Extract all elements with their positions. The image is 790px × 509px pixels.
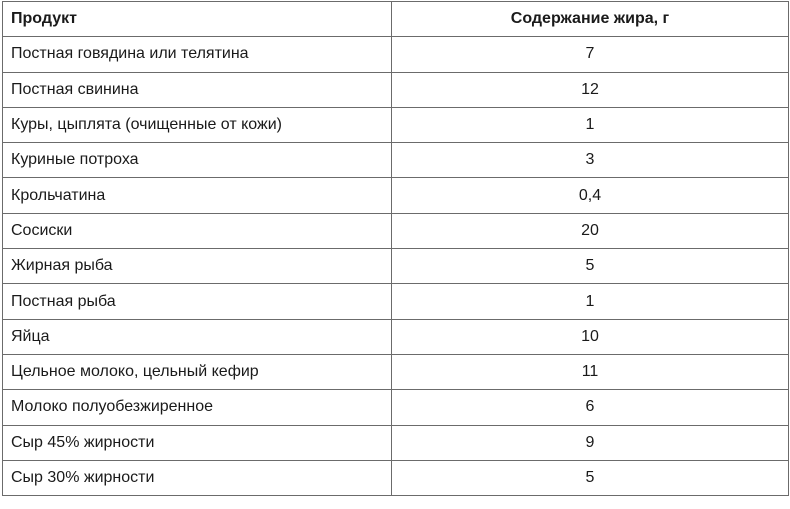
table-row [3,213,789,248]
table-row [3,143,789,178]
product-name: Куры, цыплята (очищенные от кожи) [3,107,392,142]
fat-value: 9 [392,425,789,460]
fat-value: 3 [392,143,789,178]
table-row [3,107,789,142]
table-row [3,319,789,354]
table-row [3,390,789,425]
table-row [3,284,789,319]
product-name: Сыр 30% жирности [3,460,392,495]
fat-value: 6 [392,390,789,425]
fat-content-table [2,1,789,496]
fat-value: 0,4 [392,178,789,213]
table-row [3,460,789,495]
table-row [3,72,789,107]
table-row [3,37,789,72]
fat-value: 11 [392,354,789,389]
product-name: Сосиски [3,213,392,248]
product-name: Постная свинина [3,72,392,107]
product-name: Цельное молоко, цельный кефир [3,354,392,389]
header-fat-content: Содержание жира, г [392,2,789,37]
product-name: Сыр 45% жирности [3,425,392,460]
fat-value: 1 [392,284,789,319]
product-name: Молоко полуобезжиренное [3,390,392,425]
product-name: Постная рыба [3,284,392,319]
fat-value: 20 [392,213,789,248]
fat-value: 1 [392,107,789,142]
table-row [3,425,789,460]
header-row [3,2,789,37]
header-product: Продукт [3,2,392,37]
product-name: Крольчатина [3,178,392,213]
fat-value: 7 [392,37,789,72]
product-name: Жирная рыба [3,249,392,284]
fat-value: 5 [392,460,789,495]
table-row [3,249,789,284]
table-row [3,178,789,213]
table-row [3,354,789,389]
product-name: Куриные потроха [3,143,392,178]
product-name: Яйца [3,319,392,354]
fat-value: 5 [392,249,789,284]
product-name: Постная говядина или телятина [3,37,392,72]
fat-value: 10 [392,319,789,354]
fat-value: 12 [392,72,789,107]
